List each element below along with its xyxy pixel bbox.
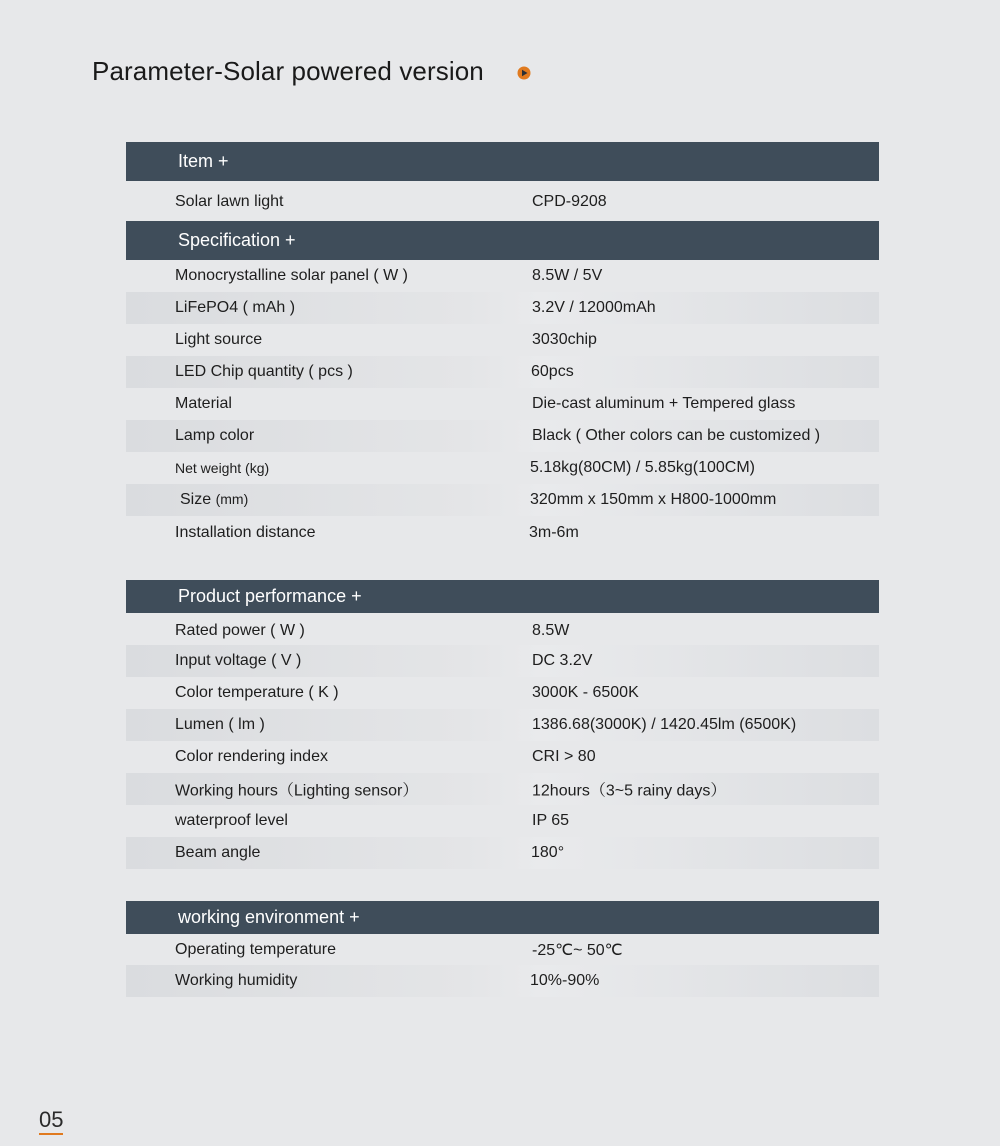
row-label: LiFePO4 ( mAh ) — [175, 299, 296, 316]
row-value: CRI > 80 — [532, 748, 596, 765]
table-row — [126, 389, 879, 419]
row-label: Solar lawn light — [175, 193, 284, 210]
row-label: LED Chip quantity ( pcs ) — [175, 363, 353, 380]
row-label: Installation distance — [175, 524, 316, 541]
row-value: IP 65 — [532, 812, 570, 829]
row-label: Working hours（Lighting sensor） — [175, 782, 419, 800]
row-value: 8.5W / 5V — [532, 267, 603, 284]
table-row — [126, 484, 879, 516]
row-label: Material — [175, 395, 232, 412]
table-row — [126, 261, 879, 291]
row-label: Net weight (kg) — [175, 460, 270, 476]
page-number-underline — [39, 1133, 63, 1135]
row-label: Input voltage ( V ) — [175, 652, 302, 669]
row-value: 3030chip — [532, 331, 597, 348]
row-value: 3m-6m — [529, 524, 579, 541]
row-label: waterproof level — [175, 812, 288, 829]
row-value: 3.2V / 12000mAh — [532, 299, 656, 316]
row-label: Light source — [175, 331, 263, 348]
row-label: Color rendering index — [175, 748, 328, 765]
row-value: DC 3.2V — [532, 652, 593, 669]
table-row — [126, 742, 879, 772]
section-header-label: working environment + — [178, 907, 360, 927]
section-header-label: Item + — [178, 151, 229, 171]
row-label: Rated power ( W ) — [175, 622, 305, 639]
row-value: 320mm x 150mm x H800-1000mm — [530, 491, 777, 508]
row-label — [180, 491, 248, 509]
table-row — [126, 773, 879, 805]
section-header-label: Product performance + — [178, 586, 362, 606]
table-row — [126, 837, 879, 869]
row-value: Die-cast aluminum + Tempered glass — [532, 395, 796, 412]
table-row — [126, 645, 879, 677]
page-title: Parameter-Solar powered version — [92, 56, 484, 86]
table-row — [126, 292, 879, 324]
row-value: CPD-9208 — [532, 193, 607, 210]
section-header-item — [126, 142, 879, 181]
table-row — [126, 678, 879, 708]
row-label: Lamp color — [175, 427, 255, 444]
table-row — [126, 356, 879, 388]
play-arrow-icon — [517, 66, 531, 80]
table-row — [126, 453, 879, 483]
row-label-text: Size — [180, 491, 212, 508]
table-row — [126, 709, 879, 741]
row-value: 12hours（3~5 rainy days） — [532, 782, 727, 800]
section-header-specification — [126, 221, 879, 260]
row-label: Working humidity — [175, 972, 298, 989]
section-header-environment — [126, 901, 879, 934]
row-label-unit: (mm) — [215, 491, 249, 507]
table-row — [126, 325, 879, 355]
row-value: -25℃~ 50℃ — [532, 942, 623, 959]
table-row — [126, 965, 879, 997]
row-value: 180° — [531, 844, 565, 861]
row-label: Beam angle — [175, 844, 261, 861]
section-header-performance — [126, 580, 879, 613]
table-row — [126, 617, 879, 645]
row-label: Lumen ( lm ) — [175, 716, 265, 733]
row-value: 3000K - 6500K — [532, 684, 639, 701]
table-row — [126, 935, 879, 965]
table-row — [126, 420, 879, 452]
row-value: 60pcs — [531, 363, 574, 380]
row-value: 10%-90% — [530, 972, 600, 989]
row-label: Operating temperature — [175, 941, 336, 958]
row-value: 1386.68(3000K) / 1420.45lm (6500K) — [532, 716, 797, 733]
row-value: 5.18kg(80CM) / 5.85kg(100CM) — [530, 459, 755, 476]
row-value: 8.5W — [532, 622, 570, 639]
row-label: Monocrystalline solar panel ( W ) — [175, 267, 408, 284]
page-number: 05 — [39, 1107, 64, 1132]
table-row — [126, 806, 879, 836]
row-value: Black ( Other colors can be customized ) — [532, 427, 821, 444]
table-row — [126, 517, 879, 549]
section-header-label: Specification + — [178, 230, 296, 250]
table-row — [126, 186, 879, 218]
row-label: Color temperature ( K ) — [175, 684, 339, 701]
